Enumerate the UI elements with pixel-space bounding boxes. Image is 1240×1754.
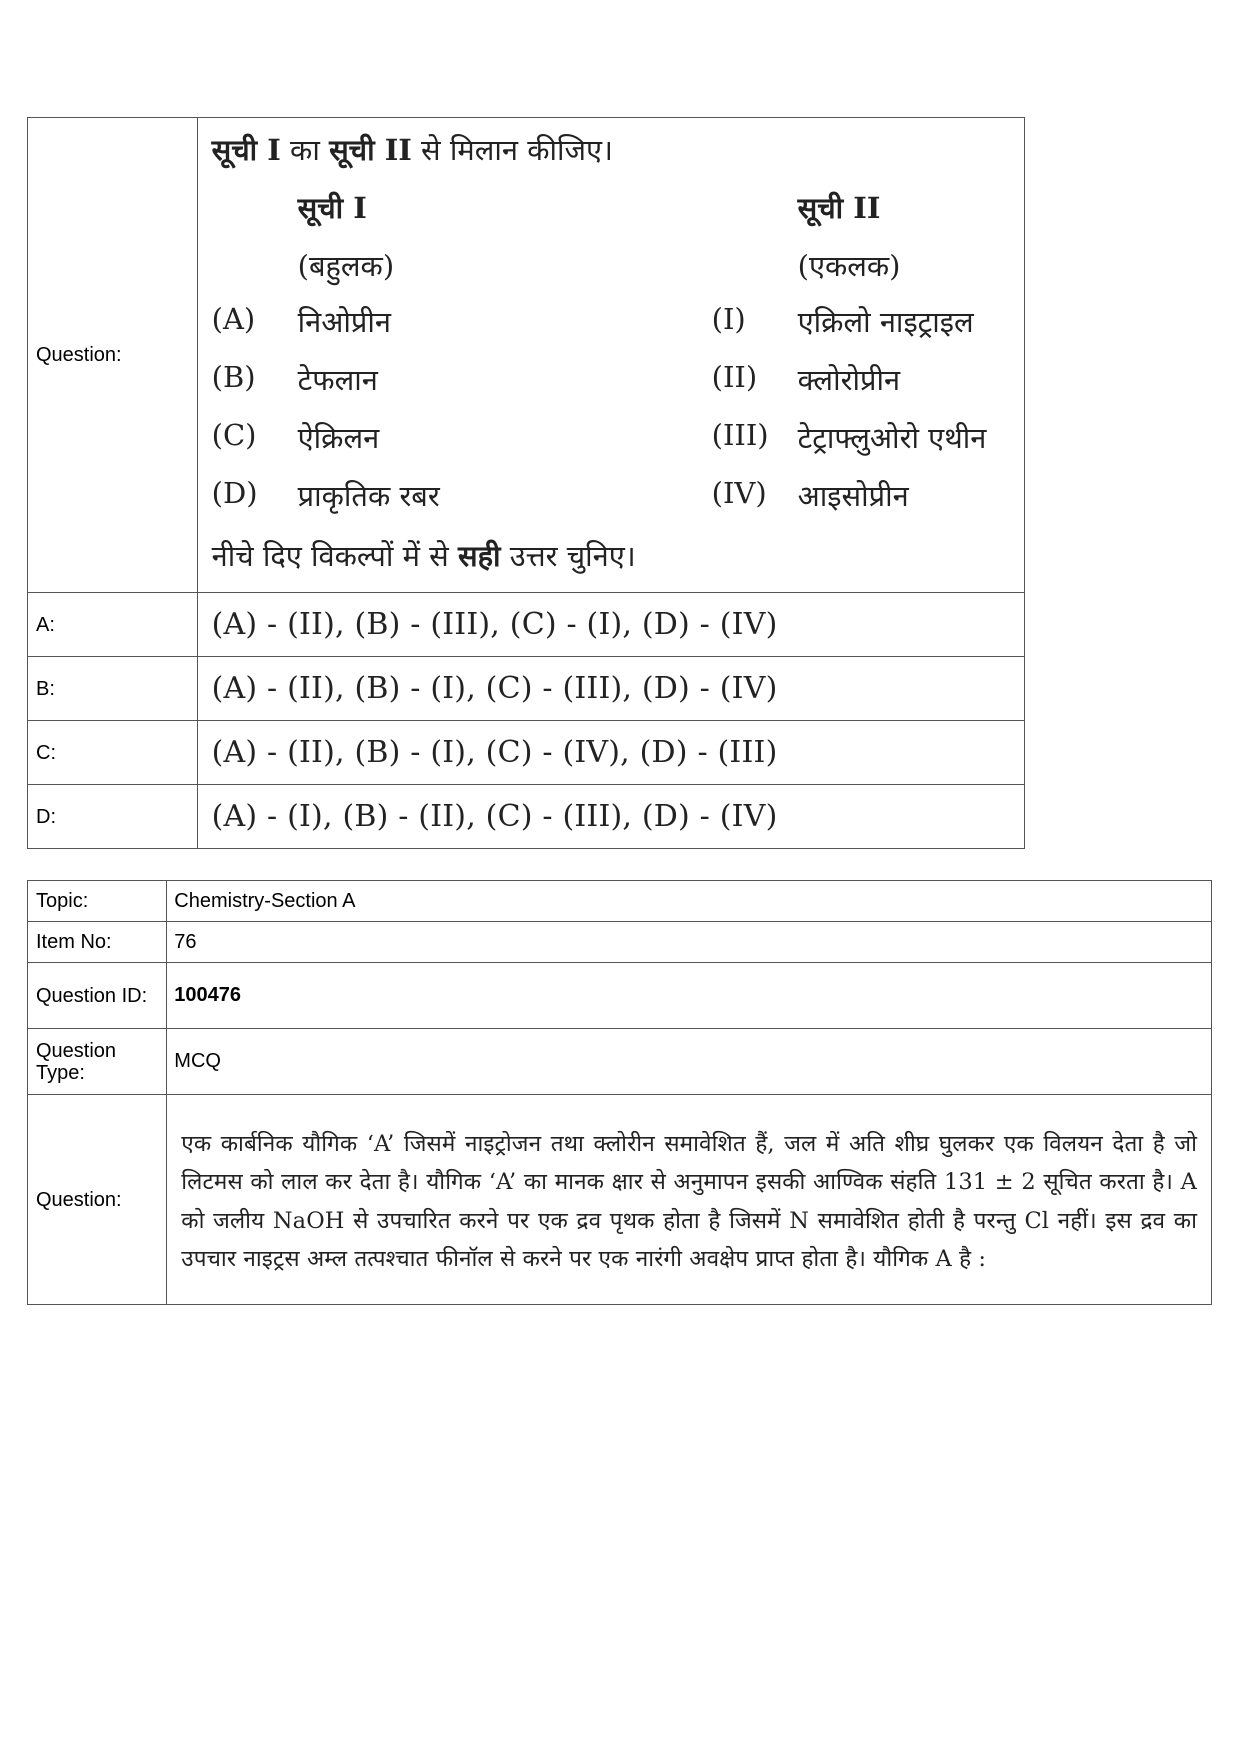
question-label: Question: [28, 118, 198, 593]
option-row[interactable] [28, 593, 1025, 657]
right-key-iii: (III) [711, 418, 769, 452]
item-no-value: 76 [167, 922, 1212, 963]
right-key-i: (I) [711, 302, 746, 336]
option-row[interactable] [28, 721, 1025, 785]
option-text-d: (A) - (I), (B) - (II), (C) - (III), (D) - (IV) [197, 785, 1024, 849]
left-key-b: (B) [211, 360, 256, 394]
option-row[interactable] [28, 657, 1025, 721]
footer-bold: सही [457, 539, 501, 573]
option-text-a: (A) - (II), (B) - (III), (C) - (I), (D) - (IV) [197, 593, 1024, 657]
right-item-ii: क्लोरोप्रीन [797, 363, 901, 397]
question-heading [212, 130, 613, 169]
option-text-c: (A) - (II), (B) - (I), (C) - (IV), (D) - (III) [197, 721, 1024, 785]
right-item-i: एक्रिलो नाइट्राइल [797, 305, 974, 339]
list1-title: सूची I [297, 191, 367, 225]
right-key-ii: (II) [711, 360, 758, 394]
left-key-c: (C) [211, 418, 257, 452]
question-label-2: Question: [28, 1095, 167, 1305]
list1-subtitle: (बहुलक) [297, 249, 395, 283]
list2-subtitle: (एकलक) [797, 249, 901, 283]
option-row[interactable] [28, 785, 1025, 849]
right-item-iii: टेट्राफ्लुओरो एथीन [797, 421, 987, 455]
left-item-b: टेफलान [297, 363, 378, 397]
topic-label: Topic: [28, 881, 167, 922]
item-no-label: Item No: [28, 922, 167, 963]
question-table-1 [27, 117, 1025, 849]
footer-post: उत्तर चुनिए। [500, 539, 636, 573]
list2-title: सूची II [797, 191, 881, 225]
option-label-d: D: [28, 785, 198, 849]
option-label-c: C: [28, 721, 198, 785]
option-label-a: A: [28, 593, 198, 657]
list1-ref: सूची I [211, 133, 281, 167]
question-table-2 [27, 880, 1212, 1305]
option-label-b: B: [28, 657, 198, 721]
question-footer [212, 536, 636, 575]
right-key-iv: (IV) [711, 476, 767, 510]
topic-value: Chemistry-Section A [167, 881, 1212, 922]
left-item-a: निओप्रीन [297, 305, 392, 339]
list2-ref: सूची II [329, 133, 412, 167]
footer-pre: नीचे दिए विकल्पों में से [211, 539, 458, 573]
question-id-label: Question ID: [28, 963, 167, 1029]
heading-mid: का [280, 133, 330, 167]
left-item-d: प्राकृतिक रबर [297, 479, 440, 513]
question-type-label: Question Type: [28, 1029, 167, 1095]
left-key-d: (D) [211, 476, 258, 510]
right-item-iv: आइसोप्रीन [797, 479, 909, 513]
heading-post: से मिलान कीजिए। [411, 133, 614, 167]
question-text: एक कार्बनिक यौगिक ‘A’ जिसमें नाइट्रोजन तथा क्लोरीन समावेशित हैं, जल में अति शीघ्र घुलकर एक विलयन देता है जो लिटमस को लाल कर देता है। यौगिक ‘A’ का मानक क्षार से अनुमापन इसकी आण्विक संहति 131 ± 2 सूचित करता है। A को जलीय NaOH से उपचारित करने पर एक द्रव पृथक होता है जिसमें N समावेशित होती है परन्तु Cl नहीं। इस द्रव का उपचार नाइट्रस अम्ल तत्पश्चात फीनॉल से करने पर एक नारंगी अवक्षेप प्राप्त होता है। यौगिक A है : [167, 1095, 1212, 1305]
question-content [197, 118, 1024, 593]
left-item-c: ऐक्रिलन [297, 421, 380, 455]
question-type-value: MCQ [167, 1029, 1212, 1095]
question-id-value: 100476 [167, 963, 1212, 1029]
left-key-a: (A) [211, 302, 256, 336]
option-text-b: (A) - (II), (B) - (I), (C) - (III), (D) - (IV) [197, 657, 1024, 721]
